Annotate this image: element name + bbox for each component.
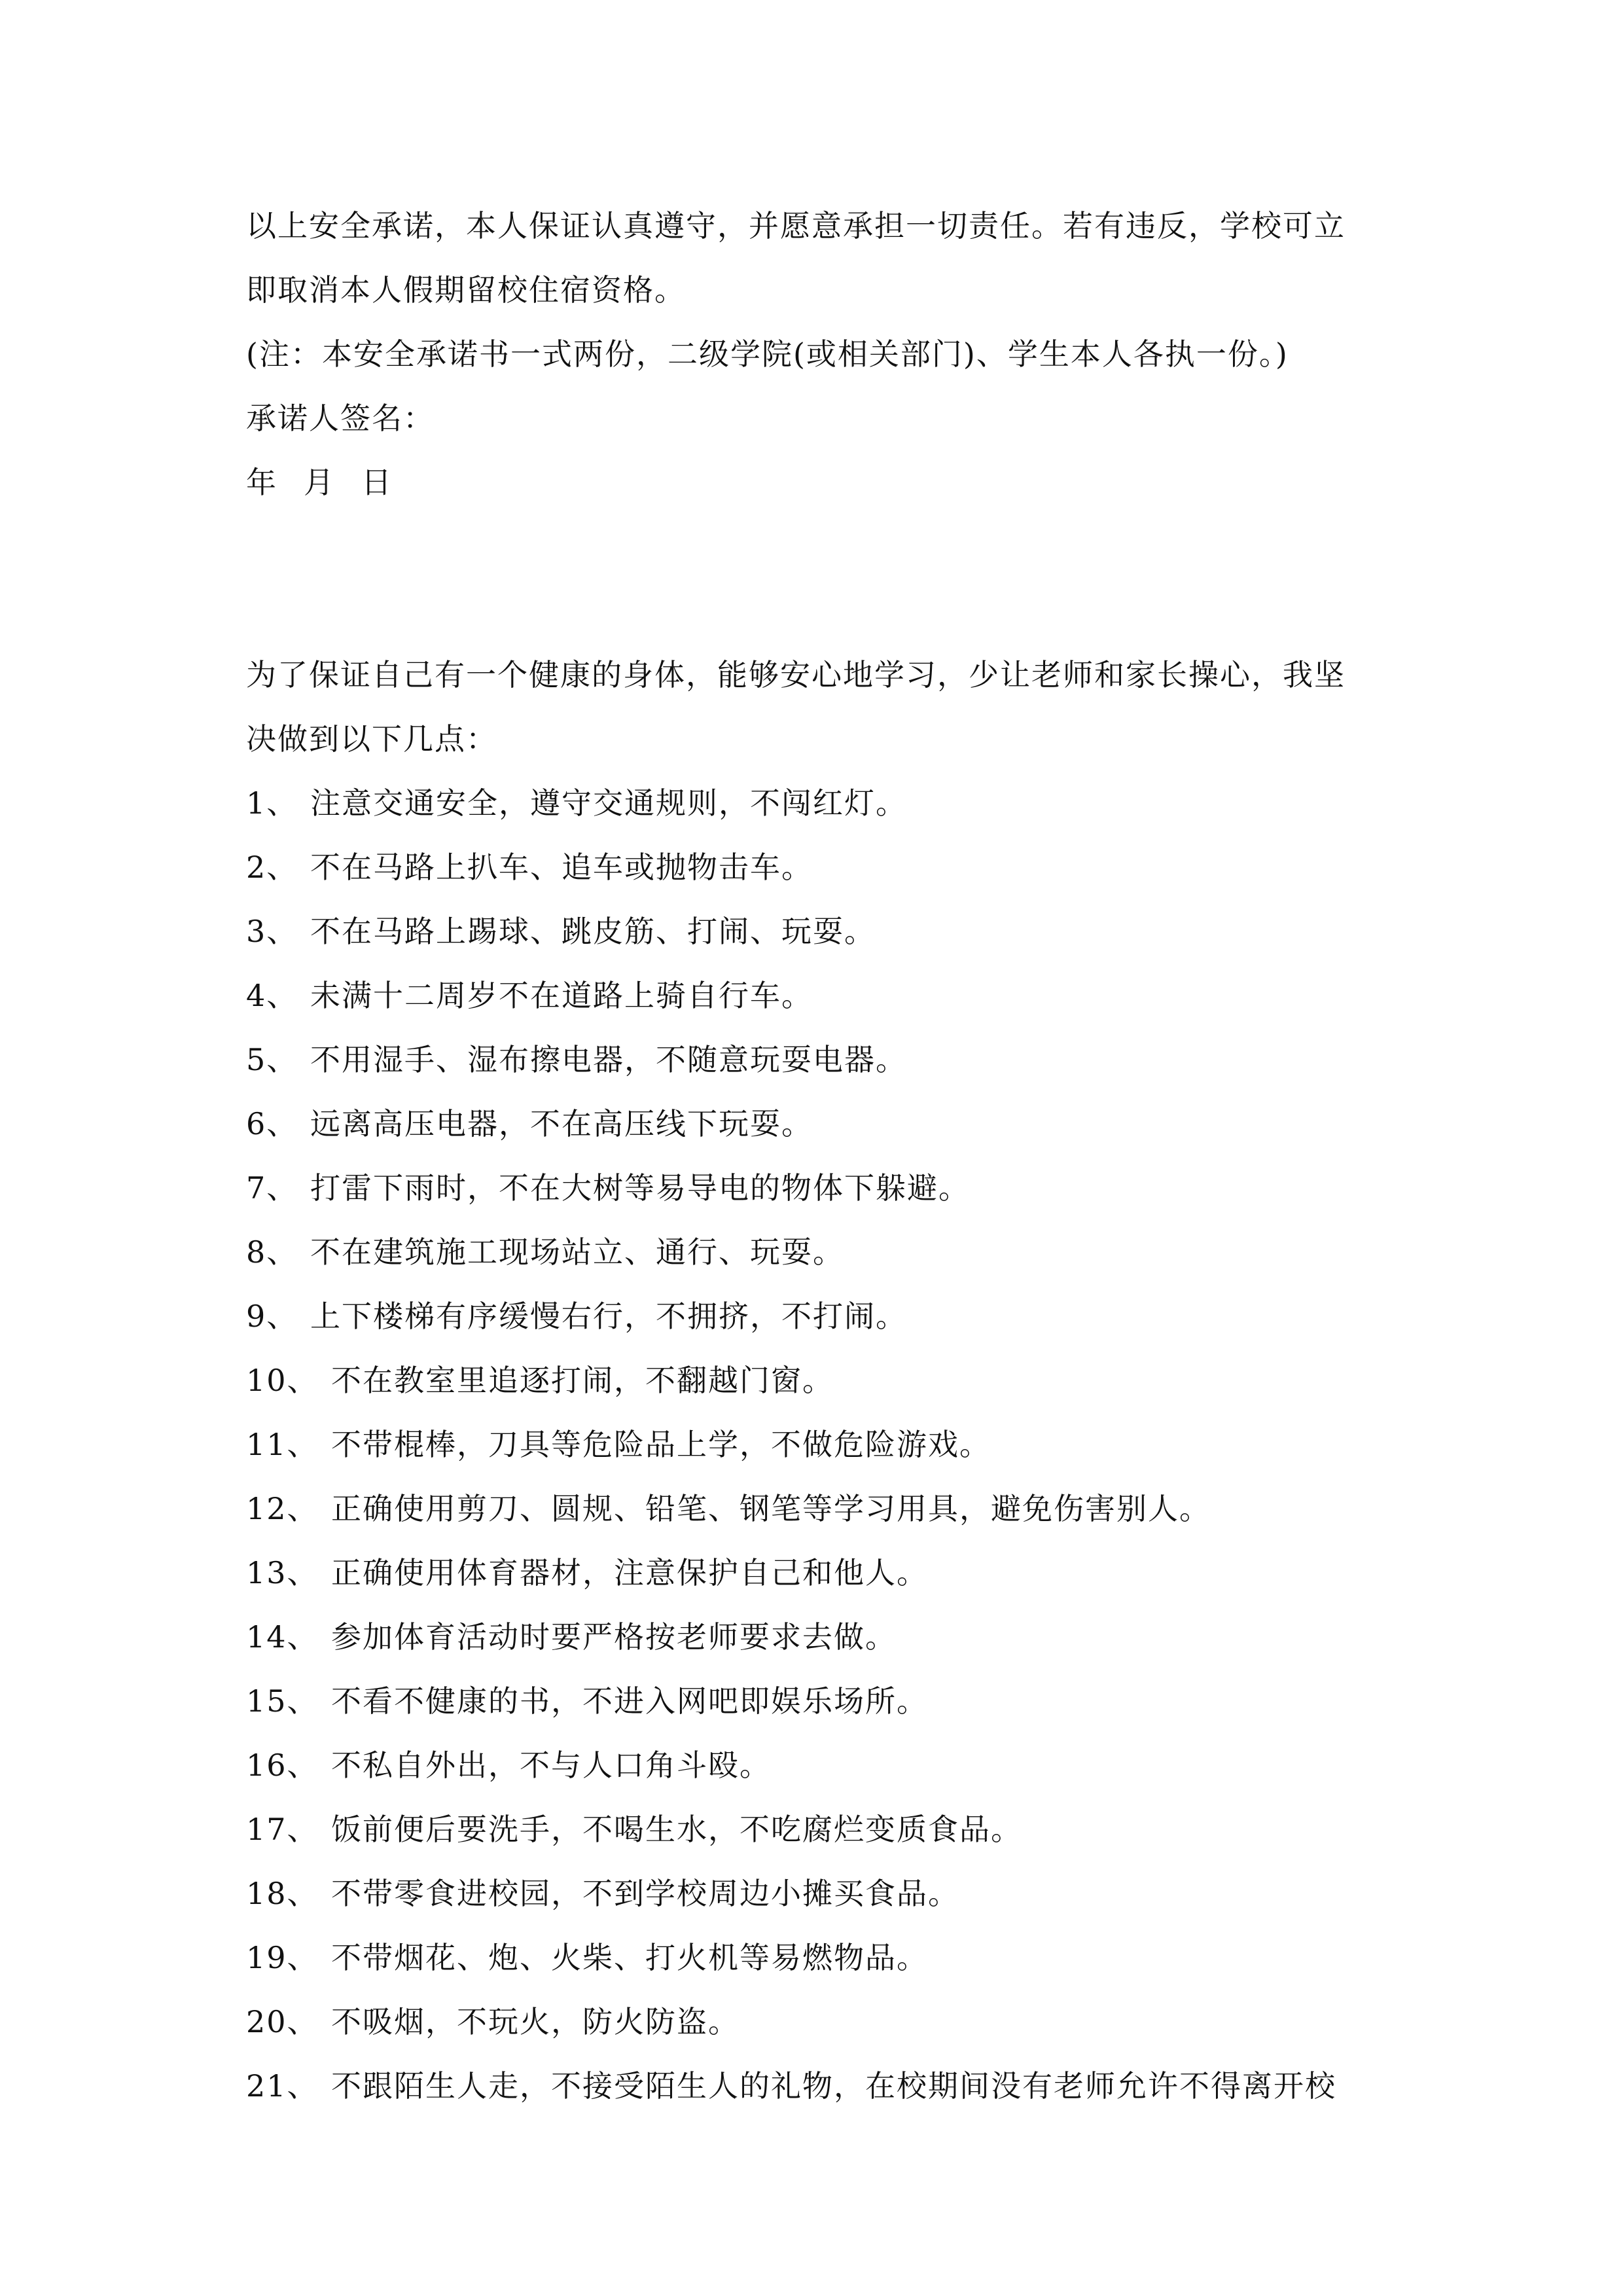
section-gap [246, 514, 1385, 643]
item-text: 不吸烟，不玩火，防火防盗。 [331, 2004, 740, 2039]
item-number: 13、 [246, 1555, 319, 1590]
item-text: 注意交通安全，遵守交通规则，不闯红灯。 [310, 785, 907, 821]
item-number: 4、 [246, 978, 298, 1013]
date-line [246, 450, 1385, 514]
promise-paragraph-line-2: 即取消本人假期留校住宿资格。 [246, 272, 686, 308]
list-item [246, 1348, 1385, 1412]
date-day: 日 [361, 465, 393, 500]
signature-label: 承诺人签名： [246, 401, 435, 436]
list-item [246, 1733, 1385, 1797]
item-number: 10、 [246, 1363, 319, 1398]
list-item [246, 1990, 1385, 2054]
item-text: 参加体育活动时要严格按老师要求去做。 [331, 1619, 897, 1655]
item-number: 1、 [246, 785, 298, 821]
pledge-intro-line-1: 为了保证自己有一个健康的身体，能够安心地学习，少让老师和家长操心，我坚 [246, 657, 1346, 692]
pledge-intro-line-2: 决做到以下几点： [246, 721, 497, 757]
item-number: 3、 [246, 914, 298, 949]
list-item [246, 1284, 1385, 1348]
item-number: 7、 [246, 1170, 298, 1206]
item-text: 不在马路上踢球、跳皮筋、打闹、玩耍。 [310, 914, 876, 949]
item-text: 不用湿手、湿布擦电器，不随意玩耍电器。 [310, 1042, 907, 1077]
item-number: 21、 [246, 2068, 319, 2104]
item-text: 不在建筑施工现场站立、通行、玩耍。 [310, 1234, 844, 1270]
item-text: 饭前便后要洗手，不喝生水，不吃腐烂变质食品。 [331, 1812, 1022, 1847]
list-item [246, 899, 1385, 963]
list-item [246, 963, 1385, 1028]
list-item [246, 1861, 1385, 1926]
item-number: 15、 [246, 1683, 319, 1719]
item-text: 不看不健康的书，不进入网吧即娱乐场所。 [331, 1683, 928, 1719]
list-item [246, 1028, 1385, 1092]
item-number: 8、 [246, 1234, 298, 1270]
pledge-list [246, 771, 1385, 2118]
item-text: 正确使用体育器材，注意保护自己和他人。 [331, 1555, 928, 1590]
document-page [246, 194, 1385, 2118]
item-number: 20、 [246, 2004, 319, 2039]
date-year: 年 [246, 465, 277, 500]
item-text: 正确使用剪刀、圆规、铅笔、钢笔等学习用具，避免伤害别人。 [331, 1491, 1211, 1526]
item-text: 不带烟花、炮、火柴、打火机等易燃物品。 [331, 1940, 928, 1975]
item-text: 不带棍棒，刀具等危险品上学，不做危险游戏。 [331, 1427, 991, 1462]
item-number: 12、 [246, 1491, 319, 1526]
item-text: 不在教室里追逐打闹，不翻越门窗。 [331, 1363, 834, 1398]
item-text: 未满十二周岁不在道路上骑自行车。 [310, 978, 813, 1013]
list-item [246, 1156, 1385, 1220]
list-item [246, 1541, 1385, 1605]
item-number: 11、 [246, 1427, 319, 1462]
list-item [246, 1412, 1385, 1477]
item-text: 远离高压电器，不在高压线下玩耍。 [310, 1106, 813, 1141]
list-item [246, 1669, 1385, 1733]
item-number: 9、 [246, 1299, 298, 1334]
list-item [246, 1926, 1385, 1990]
date-month: 月 [304, 465, 335, 500]
item-number: 19、 [246, 1940, 319, 1975]
item-number: 5、 [246, 1042, 298, 1077]
list-item [246, 771, 1385, 835]
item-text: 不跟陌生人走，不接受陌生人的礼物，在校期间没有老师允许不得离开校 [331, 2068, 1336, 2104]
list-item [246, 1477, 1385, 1541]
copy-note: (注：本安全承诺书一式两份，二级学院(或相关部门)、学生本人各执一份。) [246, 336, 1289, 372]
item-text: 不在马路上扒车、追车或抛物击车。 [310, 850, 813, 885]
item-number: 16、 [246, 1748, 319, 1783]
item-text: 不私自外出，不与人口角斗殴。 [331, 1748, 771, 1783]
list-item [246, 835, 1385, 899]
item-text: 打雷下雨时，不在大树等易导电的物体下躲避。 [310, 1170, 970, 1206]
list-item [246, 1797, 1385, 1861]
list-item [246, 1092, 1385, 1156]
item-number: 14、 [246, 1619, 319, 1655]
item-number: 6、 [246, 1106, 298, 1141]
item-number: 18、 [246, 1876, 319, 1911]
list-item [246, 2054, 1385, 2118]
list-item [246, 1220, 1385, 1284]
promise-paragraph-line-1: 以上安全承诺，本人保证认真遵守，并愿意承担一切责任。若有违反，学校可立 [246, 208, 1346, 243]
list-item [246, 1605, 1385, 1669]
item-number: 17、 [246, 1812, 319, 1847]
item-text: 不带零食进校园，不到学校周边小摊买食品。 [331, 1876, 959, 1911]
item-number: 2、 [246, 850, 298, 885]
item-text: 上下楼梯有序缓慢右行，不拥挤，不打闹。 [310, 1299, 907, 1334]
